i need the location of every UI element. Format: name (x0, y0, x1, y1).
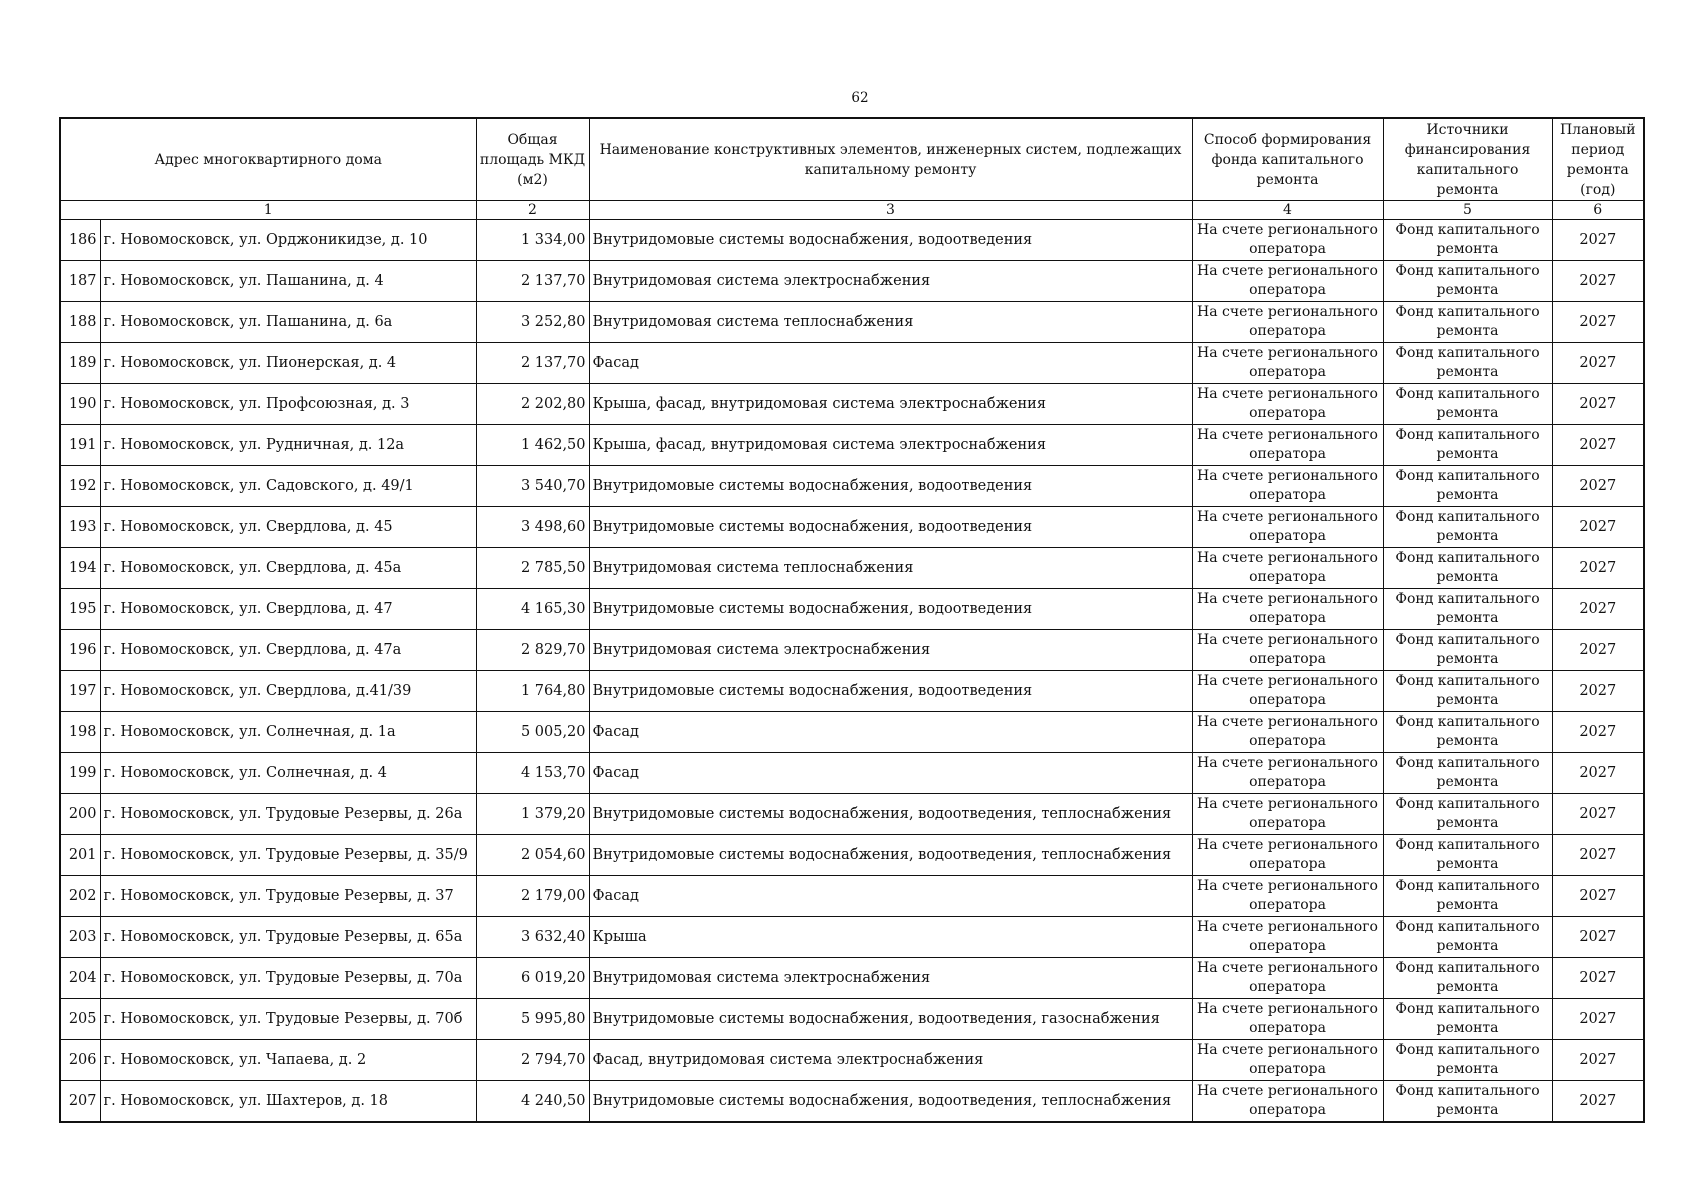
funding-source-cell: Фонд капитального ремонта (1383, 548, 1552, 589)
address-cell: г. Новомосковск, ул. Орджоникидзе, д. 10 (100, 220, 476, 261)
area-cell: 3 540,70 (476, 466, 589, 507)
fund-method-cell: На счете регионального оператора (1192, 343, 1383, 384)
period-cell: 2027 (1552, 1081, 1644, 1122)
period-cell: 2027 (1552, 999, 1644, 1040)
row-number: 191 (60, 425, 100, 466)
address-cell: г. Новомосковск, ул. Трудовые Резервы, д. 70а (100, 958, 476, 999)
funding-source-cell: Фонд капитального ремонта (1383, 999, 1552, 1040)
period-cell: 2027 (1552, 220, 1644, 261)
address-cell: г. Новомосковск, ул. Шахтеров, д. 18 (100, 1081, 476, 1122)
area-cell: 2 137,70 (476, 343, 589, 384)
funding-source-cell: Фонд капитального ремонта (1383, 1081, 1552, 1122)
works-cell: Внутридомовая система электроснабжения (589, 630, 1192, 671)
works-cell: Крыша (589, 917, 1192, 958)
address-cell: г. Новомосковск, ул. Рудничная, д. 12а (100, 425, 476, 466)
funding-source-cell: Фонд капитального ремонта (1383, 917, 1552, 958)
works-cell: Фасад (589, 343, 1192, 384)
funding-source-cell: Фонд капитального ремонта (1383, 425, 1552, 466)
funding-source-cell: Фонд капитального ремонта (1383, 712, 1552, 753)
table-row (60, 507, 1644, 548)
table-row (60, 343, 1644, 384)
fund-method-cell: На счете регионального оператора (1192, 425, 1383, 466)
funding-source-cell: Фонд капитального ремонта (1383, 835, 1552, 876)
column-number: 5 (1383, 201, 1552, 220)
funding-source-cell: Фонд капитального ремонта (1383, 1040, 1552, 1081)
address-cell: г. Новомосковск, ул. Свердлова, д.41/39 (100, 671, 476, 712)
row-number: 207 (60, 1081, 100, 1122)
table-row (60, 302, 1644, 343)
area-cell: 1 334,00 (476, 220, 589, 261)
address-cell: г. Новомосковск, ул. Солнечная, д. 1а (100, 712, 476, 753)
works-cell: Фасад (589, 876, 1192, 917)
area-cell: 2 137,70 (476, 261, 589, 302)
row-number: 204 (60, 958, 100, 999)
area-cell: 2 202,80 (476, 384, 589, 425)
address-cell: г. Новомосковск, ул. Свердлова, д. 45а (100, 548, 476, 589)
column-number: 3 (589, 201, 1192, 220)
address-cell: г. Новомосковск, ул. Свердлова, д. 47 (100, 589, 476, 630)
funding-source-cell: Фонд капитального ремонта (1383, 302, 1552, 343)
address-cell: г. Новомосковск, ул. Свердлова, д. 45 (100, 507, 476, 548)
fund-method-cell: На счете регионального оператора (1192, 261, 1383, 302)
row-number: 205 (60, 999, 100, 1040)
table-row (60, 630, 1644, 671)
table-row (60, 384, 1644, 425)
works-cell: Крыша, фасад, внутридомовая система электроснабжения (589, 384, 1192, 425)
fund-method-cell: На счете регионального оператора (1192, 1040, 1383, 1081)
area-cell: 5 005,20 (476, 712, 589, 753)
fund-method-cell: На счете регионального оператора (1192, 753, 1383, 794)
fund-method-cell: На счете регионального оператора (1192, 630, 1383, 671)
row-number: 189 (60, 343, 100, 384)
address-cell: г. Новомосковск, ул. Трудовые Резервы, д. 35/9 (100, 835, 476, 876)
address-cell: г. Новомосковск, ул. Солнечная, д. 4 (100, 753, 476, 794)
address-cell: г. Новомосковск, ул. Трудовые Резервы, д. 37 (100, 876, 476, 917)
works-cell: Фасад (589, 753, 1192, 794)
area-cell: 2 794,70 (476, 1040, 589, 1081)
area-cell: 2 785,50 (476, 548, 589, 589)
header-works: Наименование конструктивных элементов, инженерных систем, подлежащих капитальному ремонту (589, 118, 1192, 201)
row-number: 206 (60, 1040, 100, 1081)
table-row (60, 712, 1644, 753)
table-row (60, 794, 1644, 835)
row-number: 201 (60, 835, 100, 876)
fund-method-cell: На счете регионального оператора (1192, 958, 1383, 999)
table-row (60, 1040, 1644, 1081)
row-number: 190 (60, 384, 100, 425)
fund-method-cell: На счете регионального оператора (1192, 917, 1383, 958)
period-cell: 2027 (1552, 466, 1644, 507)
works-cell: Внутридомовая система электроснабжения (589, 261, 1192, 302)
address-cell: г. Новомосковск, ул. Профсоюзная, д. 3 (100, 384, 476, 425)
works-cell: Внутридомовые системы водоснабжения, водоотведения, теплоснабжения (589, 1081, 1192, 1122)
fund-method-cell: На счете регионального оператора (1192, 1081, 1383, 1122)
area-cell: 3 498,60 (476, 507, 589, 548)
period-cell: 2027 (1552, 302, 1644, 343)
period-cell: 2027 (1552, 958, 1644, 999)
table-row (60, 753, 1644, 794)
table-row (60, 876, 1644, 917)
table-row (60, 835, 1644, 876)
works-cell: Внутридомовые системы водоснабжения, водоотведения, теплоснабжения (589, 835, 1192, 876)
works-cell: Внутридомовые системы водоснабжения, водоотведения (589, 466, 1192, 507)
column-number: 1 (60, 201, 476, 220)
works-cell: Внутридомовая система теплоснабжения (589, 302, 1192, 343)
row-number: 193 (60, 507, 100, 548)
works-cell: Крыша, фасад, внутридомовая система электроснабжения (589, 425, 1192, 466)
period-cell: 2027 (1552, 753, 1644, 794)
area-cell: 5 995,80 (476, 999, 589, 1040)
works-cell: Внутридомовые системы водоснабжения, водоотведения (589, 671, 1192, 712)
row-number: 200 (60, 794, 100, 835)
row-number: 203 (60, 917, 100, 958)
fund-method-cell: На счете регионального оператора (1192, 999, 1383, 1040)
row-number: 187 (60, 261, 100, 302)
fund-method-cell: На счете регионального оператора (1192, 220, 1383, 261)
row-number: 195 (60, 589, 100, 630)
works-cell: Внутридомовые системы водоснабжения, водоотведения (589, 220, 1192, 261)
address-cell: г. Новомосковск, ул. Пашанина, д. 6а (100, 302, 476, 343)
funding-source-cell: Фонд капитального ремонта (1383, 753, 1552, 794)
period-cell: 2027 (1552, 384, 1644, 425)
header-fund-method: Способ формирования фонда капитального ремонта (1192, 118, 1383, 201)
area-cell: 2 829,70 (476, 630, 589, 671)
fund-method-cell: На счете регионального оператора (1192, 589, 1383, 630)
fund-method-cell: На счете регионального оператора (1192, 384, 1383, 425)
address-cell: г. Новомосковск, ул. Свердлова, д. 47а (100, 630, 476, 671)
area-cell: 6 019,20 (476, 958, 589, 999)
funding-source-cell: Фонд капитального ремонта (1383, 343, 1552, 384)
column-number-row (60, 201, 1644, 220)
address-cell: г. Новомосковск, ул. Чапаева, д. 2 (100, 1040, 476, 1081)
fund-method-cell: На счете регионального оператора (1192, 466, 1383, 507)
table-row (60, 671, 1644, 712)
fund-method-cell: На счете регионального оператора (1192, 876, 1383, 917)
period-cell: 2027 (1552, 917, 1644, 958)
fund-method-cell: На счете регионального оператора (1192, 671, 1383, 712)
header-area: Общая площадь МКД (м2) (476, 118, 589, 201)
header-funding-source: Источники финансирования капитального ремонта (1383, 118, 1552, 201)
period-cell: 2027 (1552, 630, 1644, 671)
table-row (60, 261, 1644, 302)
area-cell: 3 632,40 (476, 917, 589, 958)
works-cell: Внутридомовые системы водоснабжения, водоотведения, газоснабжения (589, 999, 1192, 1040)
fund-method-cell: На счете регионального оператора (1192, 548, 1383, 589)
address-cell: г. Новомосковск, ул. Трудовые Резервы, д. 70б (100, 999, 476, 1040)
header-address: Адрес многоквартирного дома (60, 118, 476, 201)
period-cell: 2027 (1552, 1040, 1644, 1081)
table-body (60, 220, 1644, 1122)
address-cell: г. Новомосковск, ул. Трудовые Резервы, д. 65а (100, 917, 476, 958)
row-number: 197 (60, 671, 100, 712)
works-cell: Внутридомовая система теплоснабжения (589, 548, 1192, 589)
address-cell: г. Новомосковск, ул. Пионерская, д. 4 (100, 343, 476, 384)
period-cell: 2027 (1552, 589, 1644, 630)
fund-method-cell: На счете регионального оператора (1192, 835, 1383, 876)
table-row (60, 999, 1644, 1040)
funding-source-cell: Фонд капитального ремонта (1383, 876, 1552, 917)
area-cell: 1 379,20 (476, 794, 589, 835)
funding-source-cell: Фонд капитального ремонта (1383, 466, 1552, 507)
row-number: 192 (60, 466, 100, 507)
period-cell: 2027 (1552, 835, 1644, 876)
area-cell: 2 179,00 (476, 876, 589, 917)
fund-method-cell: На счете регионального оператора (1192, 794, 1383, 835)
works-cell: Внутридомовая система электроснабжения (589, 958, 1192, 999)
funding-source-cell: Фонд капитального ремонта (1383, 261, 1552, 302)
row-number: 196 (60, 630, 100, 671)
column-number: 4 (1192, 201, 1383, 220)
works-cell: Фасад (589, 712, 1192, 753)
area-cell: 1 462,50 (476, 425, 589, 466)
row-number: 194 (60, 548, 100, 589)
row-number: 202 (60, 876, 100, 917)
period-cell: 2027 (1552, 876, 1644, 917)
row-number: 188 (60, 302, 100, 343)
period-cell: 2027 (1552, 343, 1644, 384)
column-number: 6 (1552, 201, 1644, 220)
column-number: 2 (476, 201, 589, 220)
period-cell: 2027 (1552, 507, 1644, 548)
fund-method-cell: На счете регионального оператора (1192, 712, 1383, 753)
area-cell: 4 165,30 (476, 589, 589, 630)
repair-schedule-table (59, 117, 1645, 1123)
period-cell: 2027 (1552, 261, 1644, 302)
area-cell: 3 252,80 (476, 302, 589, 343)
works-cell: Фасад, внутридомовая система электроснабжения (589, 1040, 1192, 1081)
works-cell: Внутридомовые системы водоснабжения, водоотведения (589, 507, 1192, 548)
works-cell: Внутридомовые системы водоснабжения, водоотведения, теплоснабжения (589, 794, 1192, 835)
table-row (60, 1081, 1644, 1122)
row-number: 198 (60, 712, 100, 753)
funding-source-cell: Фонд капитального ремонта (1383, 589, 1552, 630)
funding-source-cell: Фонд капитального ремонта (1383, 630, 1552, 671)
address-cell: г. Новомосковск, ул. Трудовые Резервы, д. 26а (100, 794, 476, 835)
funding-source-cell: Фонд капитального ремонта (1383, 384, 1552, 425)
period-cell: 2027 (1552, 548, 1644, 589)
funding-source-cell: Фонд капитального ремонта (1383, 958, 1552, 999)
row-number: 199 (60, 753, 100, 794)
funding-source-cell: Фонд капитального ремонта (1383, 671, 1552, 712)
period-cell: 2027 (1552, 712, 1644, 753)
table-row (60, 220, 1644, 261)
address-cell: г. Новомосковск, ул. Пашанина, д. 4 (100, 261, 476, 302)
table-header-row (60, 118, 1644, 201)
table-row (60, 958, 1644, 999)
funding-source-cell: Фонд капитального ремонта (1383, 507, 1552, 548)
area-cell: 1 764,80 (476, 671, 589, 712)
page-number: 62 (851, 90, 869, 106)
fund-method-cell: На счете регионального оператора (1192, 302, 1383, 343)
fund-method-cell: На счете регионального оператора (1192, 507, 1383, 548)
period-cell: 2027 (1552, 425, 1644, 466)
works-cell: Внутридомовые системы водоснабжения, водоотведения (589, 589, 1192, 630)
area-cell: 4 153,70 (476, 753, 589, 794)
address-cell: г. Новомосковск, ул. Садовского, д. 49/1 (100, 466, 476, 507)
table-row (60, 589, 1644, 630)
period-cell: 2027 (1552, 671, 1644, 712)
table-row (60, 466, 1644, 507)
table-row (60, 425, 1644, 466)
row-number: 186 (60, 220, 100, 261)
period-cell: 2027 (1552, 794, 1644, 835)
table-row (60, 548, 1644, 589)
table-row (60, 917, 1644, 958)
funding-source-cell: Фонд капитального ремонта (1383, 794, 1552, 835)
area-cell: 4 240,50 (476, 1081, 589, 1122)
area-cell: 2 054,60 (476, 835, 589, 876)
funding-source-cell: Фонд капитального ремонта (1383, 220, 1552, 261)
header-period: Плановый период ремонта (год) (1552, 118, 1644, 201)
